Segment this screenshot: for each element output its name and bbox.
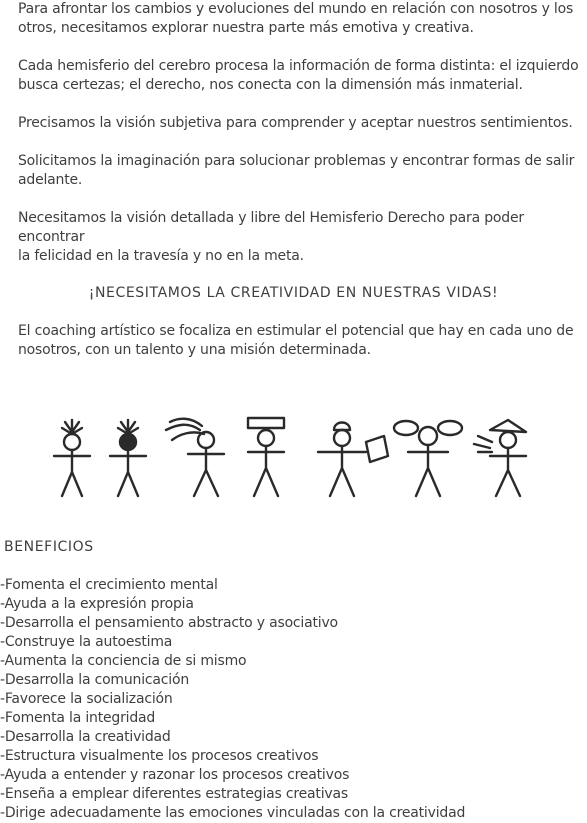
benefit-item: -Construye la autoestima: [0, 634, 173, 650]
benefit-item: -Fomenta el crecimiento mental: [0, 577, 218, 593]
benefit-item: -Enseña a emplear diferentes estrategias creativas: [0, 786, 348, 802]
stick-figures-illustration: [38, 410, 538, 502]
benefit-item: -Aumenta la conciencia de si mismo: [0, 653, 247, 669]
benefit-item: -Ayuda a la expresión propia: [0, 596, 194, 612]
coaching-paragraph: El coaching artístico se focaliza en estimular el potencial que hay en cada uno de nosotros, con un talento y una misión determinada.: [18, 323, 574, 358]
stick-figure-holding-paper: [318, 423, 388, 497]
stick-figure-windswept: [474, 420, 526, 496]
stick-figure-sign-head: [248, 418, 284, 496]
benefit-item: -Favorece la socialización: [0, 691, 173, 707]
benefit-item: -Desarrolla el pensamiento abstracto y asociativo: [0, 615, 338, 631]
intro-paragraph: Para afrontar los cambios y evoluciones del mundo en relación con nosotros y los otros, necesitamos explorar nuestra parte más emotiva y creativa.: [18, 1, 574, 36]
stick-figure-dark-face: [110, 420, 146, 496]
benefits-list: [0, 576, 465, 823]
subjective-vision-paragraph: Precisamos la visión subjetiva para comprender y aceptar nuestros sentimientos.: [18, 115, 573, 131]
creativity-headline: ¡NECESITAMOS LA CREATIVIDAD EN NUESTRAS VIDAS!: [88, 285, 499, 301]
stick-figure-round-head: [394, 421, 462, 496]
stick-figure-spiky-hair: [54, 420, 90, 496]
benefits-heading: BENEFICIOS: [4, 539, 94, 555]
benefit-item: -Estructura visualmente los procesos creativos: [0, 748, 319, 764]
hemispheres-paragraph: Cada hemisferio del cerebro procesa la información de forma distinta: el izquierdo busca certezas; el derecho, nos conecta con la dimensión más inmaterial.: [18, 58, 579, 93]
benefit-item: -Ayuda a entender y razonar los procesos creativos: [0, 767, 350, 783]
stick-figure-flowing-hair: [166, 419, 224, 496]
right-hemisphere-paragraph: Necesitamos la visión detallada y libre del Hemisferio Derecho para poder encontrar la felicidad en la travesía y no en la meta.: [18, 210, 524, 264]
benefit-item: -Desarrolla la creatividad: [0, 729, 171, 745]
benefit-item: -Desarrolla la comunicación: [0, 672, 190, 688]
benefit-item: -Dirige adecuadamente las emociones vinculadas con la creatividad: [0, 805, 466, 821]
benefit-item: -Fomenta la integridad: [0, 710, 156, 726]
imagination-paragraph: Solicitamos la imaginación para solucionar problemas y encontrar formas de salir adelante.: [18, 153, 575, 188]
